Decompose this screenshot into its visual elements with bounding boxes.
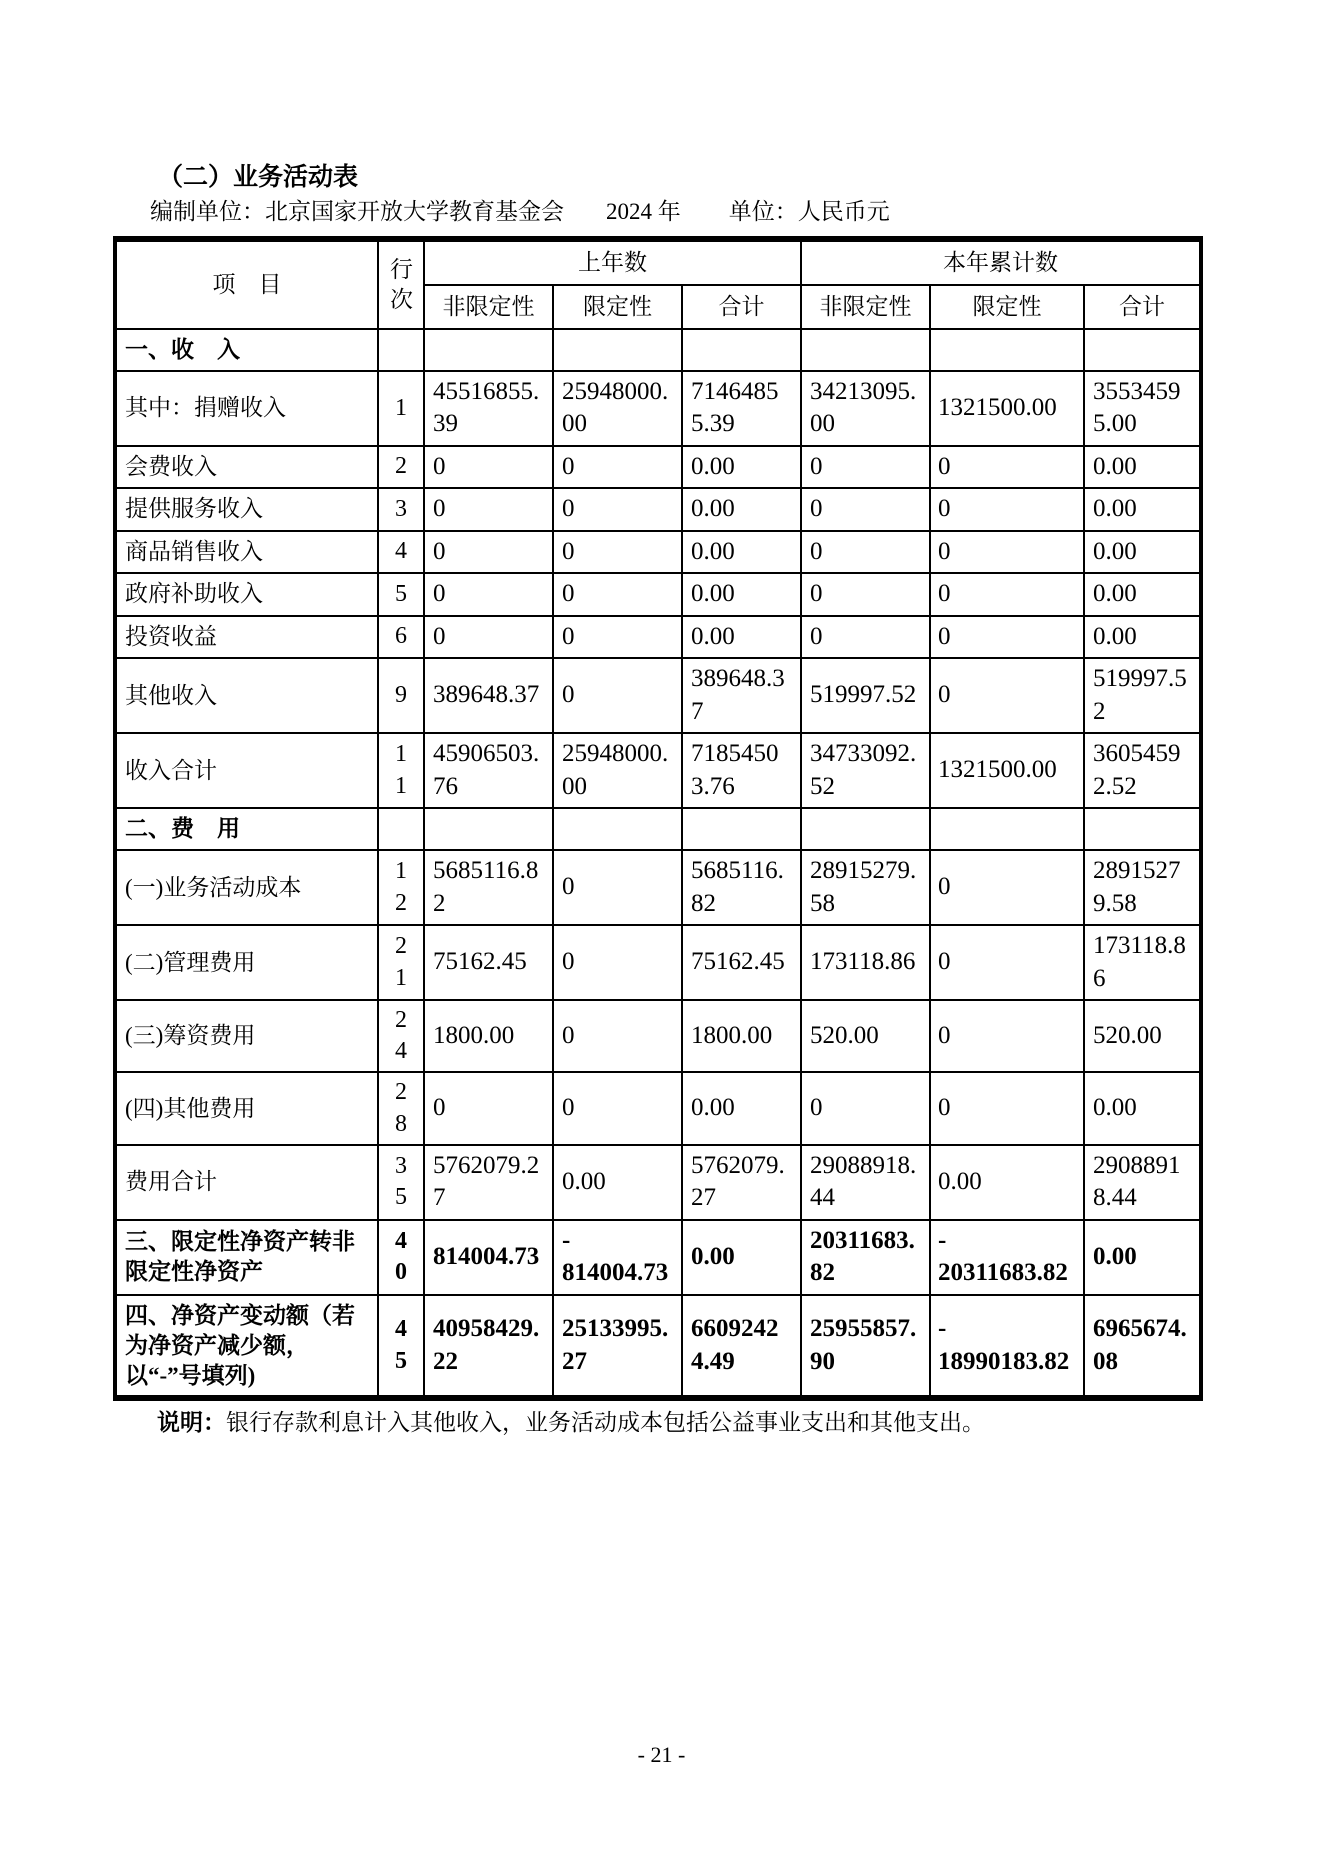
footnote-label: 说明： [157, 1410, 226, 1436]
value-cell [1084, 808, 1201, 850]
value-cell: 0 [801, 446, 930, 489]
table-row [115, 1145, 1201, 1220]
section-label: 一、收 入 [115, 329, 378, 371]
header-prior-unrestricted: 非限定性 [424, 285, 553, 329]
table-row [115, 488, 1201, 531]
value-cell [424, 808, 553, 850]
item-label: 政府补助收入 [115, 573, 378, 616]
value-cell: 40958429.22 [424, 1295, 553, 1399]
section-row [115, 329, 1201, 371]
value-cell: 0 [424, 1072, 553, 1144]
value-cell: 0.00 [682, 1072, 801, 1144]
value-cell [553, 808, 682, 850]
table-row [115, 371, 1201, 446]
value-cell: 0.00 [1084, 488, 1201, 531]
line-no-cell [378, 329, 424, 371]
line-no-cell: 6 [378, 616, 424, 659]
value-cell: 0 [424, 573, 553, 616]
value-cell: - 18990183.82 [930, 1295, 1084, 1399]
table-row [115, 446, 1201, 489]
value-cell: 0.00 [1084, 1220, 1201, 1295]
value-cell [801, 808, 930, 850]
value-cell: 25948000.00 [553, 733, 682, 808]
value-cell: 0.00 [1084, 1072, 1201, 1144]
value-cell: 0 [930, 616, 1084, 659]
line-no-cell: 11 [378, 733, 424, 808]
value-cell: 0.00 [1084, 531, 1201, 574]
value-cell: 35534595.00 [1084, 371, 1201, 446]
value-cell: 75162.45 [682, 925, 801, 1000]
item-label: 会费收入 [115, 446, 378, 489]
value-cell: 0 [801, 573, 930, 616]
value-cell: 389648.37 [682, 658, 801, 733]
value-cell: 0 [553, 1000, 682, 1072]
value-cell: 519997.52 [801, 658, 930, 733]
business-activity-table [113, 236, 1203, 1401]
value-cell: 520.00 [801, 1000, 930, 1072]
line-no-cell: 9 [378, 658, 424, 733]
value-cell: 1800.00 [424, 1000, 553, 1072]
value-cell: 0.00 [682, 573, 801, 616]
value-cell: 0 [930, 1072, 1084, 1144]
table-row [115, 573, 1201, 616]
section-row [115, 808, 1201, 850]
value-cell: 5762079.27 [424, 1145, 553, 1220]
item-label: 三、限定性净资产转非限定性净资产 [115, 1220, 378, 1295]
value-cell [682, 329, 801, 371]
value-cell: 36054592.52 [1084, 733, 1201, 808]
value-cell: 0 [930, 925, 1084, 1000]
value-cell: 0 [553, 616, 682, 659]
item-label: (一)业务活动成本 [115, 850, 378, 925]
value-cell: 0 [553, 850, 682, 925]
table-row [115, 733, 1201, 808]
header-current-unrestricted: 非限定性 [801, 285, 930, 329]
value-cell: 45516855.39 [424, 371, 553, 446]
value-cell: 20311683.82 [801, 1220, 930, 1295]
footnote [157, 1408, 1177, 1438]
value-cell: 0 [801, 1072, 930, 1144]
value-cell: - 20311683.82 [930, 1220, 1084, 1295]
value-cell: 34733092.52 [801, 733, 930, 808]
value-cell: 1321500.00 [930, 733, 1084, 808]
value-cell: 71854503.76 [682, 733, 801, 808]
value-cell: 0 [930, 531, 1084, 574]
value-cell [1084, 329, 1201, 371]
item-label: 收入合计 [115, 733, 378, 808]
value-cell: 389648.37 [424, 658, 553, 733]
table-row [115, 925, 1201, 1000]
value-cell: 0 [930, 1000, 1084, 1072]
value-cell: 6965674.08 [1084, 1295, 1201, 1399]
value-cell: 0.00 [682, 531, 801, 574]
value-cell: 0 [424, 616, 553, 659]
value-cell: 0 [553, 925, 682, 1000]
table-row [115, 1072, 1201, 1144]
table-body [115, 329, 1201, 1399]
value-cell: 0.00 [682, 616, 801, 659]
item-label: 其他收入 [115, 658, 378, 733]
line-no-cell: 35 [378, 1145, 424, 1220]
value-cell: 173118.86 [801, 925, 930, 1000]
value-cell: 0.00 [930, 1145, 1084, 1220]
header-current-year: 本年累计数 [801, 239, 1201, 285]
value-cell: 28915279.58 [801, 850, 930, 925]
value-cell: 1321500.00 [930, 371, 1084, 446]
value-cell: 0 [553, 446, 682, 489]
table-row [115, 658, 1201, 733]
item-label: (四)其他费用 [115, 1072, 378, 1144]
line-no-cell: 1 [378, 371, 424, 446]
line-no-cell: 24 [378, 1000, 424, 1072]
page-title: （二）业务活动表 [158, 164, 359, 191]
line-no-cell: 4 [378, 531, 424, 574]
value-cell: 814004.73 [424, 1220, 553, 1295]
value-cell: 0 [801, 616, 930, 659]
value-cell: 0.00 [1084, 616, 1201, 659]
header-item: 项 目 [115, 239, 378, 329]
value-cell: 71464855.39 [682, 371, 801, 446]
item-label: 提供服务收入 [115, 488, 378, 531]
value-cell: 0 [553, 531, 682, 574]
item-label: 四、净资产变动额（若为净资产减少额，以“-”号填列) [115, 1295, 378, 1399]
value-cell: 28915279.58 [1084, 850, 1201, 925]
value-cell: 0 [553, 658, 682, 733]
value-cell: 25955857.90 [801, 1295, 930, 1399]
table-row [115, 1000, 1201, 1072]
value-cell: 0.00 [682, 488, 801, 531]
item-label: (三)筹资费用 [115, 1000, 378, 1072]
value-cell: 0 [930, 850, 1084, 925]
value-cell: 0.00 [682, 446, 801, 489]
value-cell: 45906503.76 [424, 733, 553, 808]
item-label: 商品销售收入 [115, 531, 378, 574]
value-cell [930, 329, 1084, 371]
value-cell: 1800.00 [682, 1000, 801, 1072]
value-cell: 0.00 [553, 1145, 682, 1220]
value-cell [424, 329, 553, 371]
value-cell: 0 [801, 488, 930, 531]
page-number: - 21 - [637, 1742, 686, 1767]
value-cell: 66092424.49 [682, 1295, 801, 1399]
header-line-no: 行次 [378, 239, 424, 329]
line-no-cell: 12 [378, 850, 424, 925]
report-year: 2024 年 [606, 199, 681, 225]
header-row-groups [115, 239, 1201, 285]
line-no-cell: 21 [378, 925, 424, 1000]
value-cell: 0.00 [682, 1220, 801, 1295]
line-no-cell: 3 [378, 488, 424, 531]
value-cell [682, 808, 801, 850]
header-prior-total: 合计 [682, 285, 801, 329]
value-cell: 5685116.82 [682, 850, 801, 925]
table-row [115, 1295, 1201, 1399]
value-cell: 29088918.44 [1084, 1145, 1201, 1220]
item-label: 投资收益 [115, 616, 378, 659]
value-cell: 0 [553, 488, 682, 531]
value-cell: 519997.52 [1084, 658, 1201, 733]
currency-unit-label: 单位：人民币元 [728, 199, 890, 225]
prepared-by-label: 编制单位：北京国家开放大学教育基金会 [150, 199, 564, 225]
item-label: (二)管理费用 [115, 925, 378, 1000]
value-cell: 0 [930, 446, 1084, 489]
header-current-total: 合计 [1084, 285, 1201, 329]
line-no-cell [378, 808, 424, 850]
value-cell: 0 [424, 446, 553, 489]
value-cell [553, 329, 682, 371]
document-subtitle [150, 198, 1323, 227]
value-cell [801, 329, 930, 371]
value-cell: 5685116.82 [424, 850, 553, 925]
value-cell: 0.00 [1084, 573, 1201, 616]
header-current-restricted: 限定性 [930, 285, 1084, 329]
value-cell: 34213095.00 [801, 371, 930, 446]
value-cell: 520.00 [1084, 1000, 1201, 1072]
line-no-cell: 5 [378, 573, 424, 616]
value-cell: 0.00 [1084, 446, 1201, 489]
line-no-cell: 45 [378, 1295, 424, 1399]
value-cell: 25948000.00 [553, 371, 682, 446]
value-cell: - 814004.73 [553, 1220, 682, 1295]
value-cell: 0 [930, 488, 1084, 531]
table-row [115, 1220, 1201, 1295]
value-cell: 75162.45 [424, 925, 553, 1000]
line-no-cell: 40 [378, 1220, 424, 1295]
table-row [115, 531, 1201, 574]
value-cell: 0 [930, 573, 1084, 616]
value-cell: 173118.86 [1084, 925, 1201, 1000]
header-prior-restricted: 限定性 [553, 285, 682, 329]
section-label: 二、费 用 [115, 808, 378, 850]
value-cell: 0 [801, 531, 930, 574]
value-cell: 0 [553, 1072, 682, 1144]
footnote-text: 银行存款利息计入其他收入，业务活动成本包括公益事业支出和其他支出。 [226, 1410, 985, 1436]
value-cell: 25133995.27 [553, 1295, 682, 1399]
header-prior-year: 上年数 [424, 239, 801, 285]
value-cell [930, 808, 1084, 850]
value-cell: 0 [424, 488, 553, 531]
item-label: 其中：捐赠收入 [115, 371, 378, 446]
value-cell: 0 [930, 658, 1084, 733]
value-cell: 5762079.27 [682, 1145, 801, 1220]
line-no-cell: 2 [378, 446, 424, 489]
item-label: 费用合计 [115, 1145, 378, 1220]
table-row [115, 616, 1201, 659]
table-row [115, 850, 1201, 925]
value-cell: 0 [424, 531, 553, 574]
value-cell: 0 [553, 573, 682, 616]
line-no-cell: 28 [378, 1072, 424, 1144]
value-cell: 29088918.44 [801, 1145, 930, 1220]
